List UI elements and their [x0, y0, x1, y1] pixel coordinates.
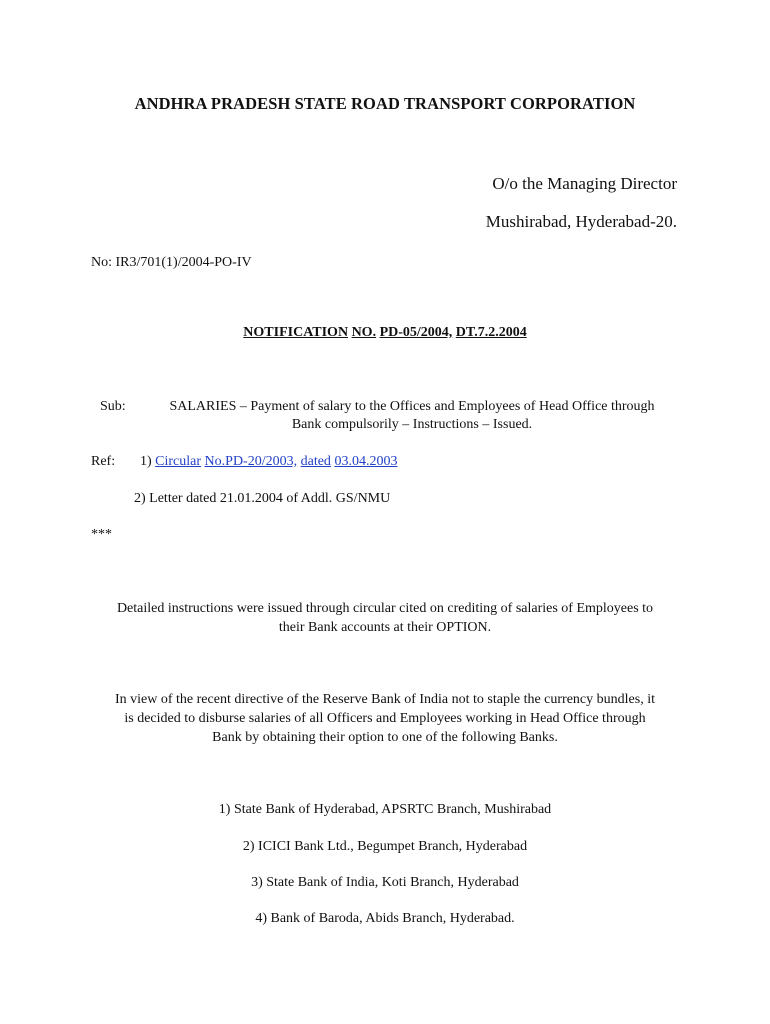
subject-line-2: Bank compulsorily – Instructions – Issued.	[291, 417, 533, 432]
ref-label: Ref:	[91, 454, 116, 469]
reference-1	[140, 454, 397, 470]
org-title: ANDHRA PRADESH STATE ROAD TRANSPORT CORPORATION	[134, 94, 636, 113]
office-line-2: Mushirabad, Hyderabad-20.	[485, 212, 677, 231]
circular-link[interactable]: Circular	[155, 454, 202, 469]
bank-item-4: 4) Bank of Baroda, Abids Branch, Hyderabad.	[255, 911, 515, 926]
paragraph-2-line-2: is decided to disburse salaries of all Officers and Employees working in Head Office through	[124, 711, 646, 726]
dated-link[interactable]: dated	[300, 454, 331, 469]
separator-asterisks: ***	[91, 527, 112, 542]
notification-number: PD-05/2004,	[379, 325, 453, 340]
reference-number: No: IR3/701(1)/2004-PO-IV	[91, 255, 252, 270]
office-line-1: O/o the Managing Director	[492, 174, 677, 193]
reference-1-prefix: 1)	[140, 454, 152, 469]
subject-line-1: SALARIES – Payment of salary to the Offices and Employees of Head Office through	[169, 399, 655, 414]
paragraph-2-line-3: Bank by obtaining their option to one of the following Banks.	[212, 730, 558, 745]
paragraph-2-line-1: In view of the recent directive of the Reserve Bank of India not to staple the currency bundles, it	[115, 692, 655, 707]
notification-no: NO.	[351, 325, 377, 340]
circular-number-link[interactable]: No.PD-20/2003,	[204, 454, 298, 469]
subject-label: Sub:	[100, 399, 126, 414]
notification-word: NOTIFICATION	[243, 325, 349, 340]
bank-item-2: 2) ICICI Bank Ltd., Begumpet Branch, Hyderabad	[242, 839, 528, 854]
bank-item-1: 1) State Bank of Hyderabad, APSRTC Branch, Mushirabad	[218, 802, 552, 817]
reference-2: 2) Letter dated 21.01.2004 of Addl. GS/NMU	[134, 491, 391, 506]
circular-date-link[interactable]: 03.04.2003	[334, 454, 398, 469]
notification-date: DT.7.2.2004	[455, 325, 527, 340]
paragraph-1-line-1: Detailed instructions were issued through circular cited on crediting of salaries of Employees to	[116, 601, 654, 616]
notification-heading	[0, 325, 770, 341]
bank-item-3: 3) State Bank of India, Koti Branch, Hyderabad	[251, 875, 519, 890]
paragraph-1-line-2: their Bank accounts at their OPTION.	[278, 620, 492, 635]
